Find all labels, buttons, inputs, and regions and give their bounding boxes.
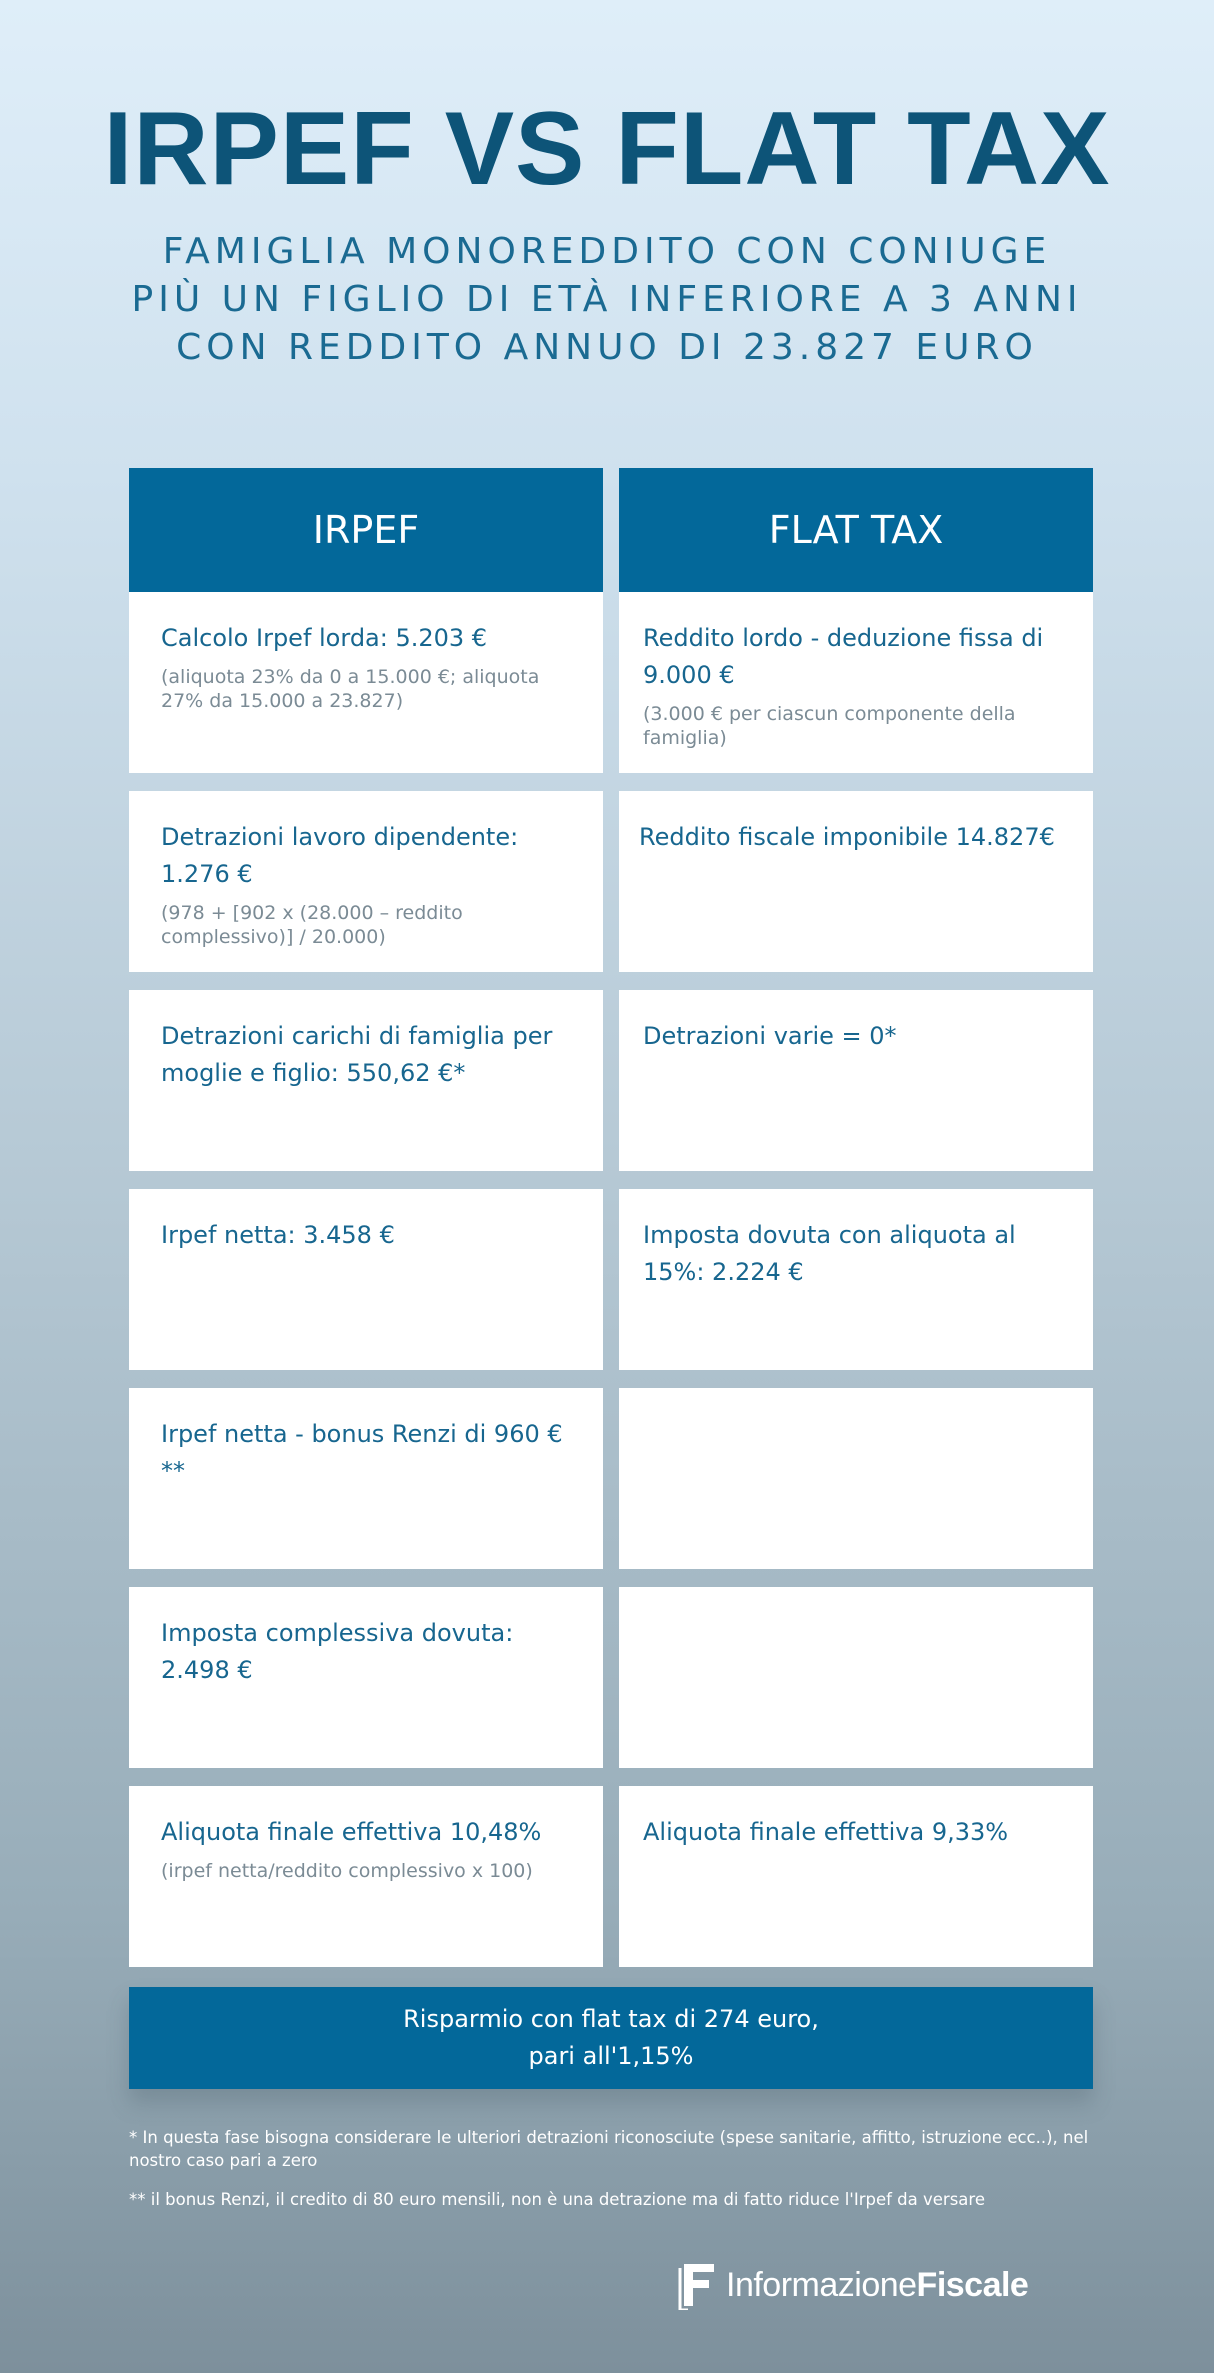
flat-cell-tax-due xyxy=(619,1189,1093,1370)
irpef-cell-employee-deductions xyxy=(129,791,603,972)
cell-main-text: Imposta complessiva dovuta: 2.498 € xyxy=(161,1619,514,1684)
savings-line: Risparmio con flat tax di 274 euro, xyxy=(403,2005,819,2033)
footnote: ** il bonus Renzi, il credito di 80 euro mensili, non è una detrazione ma di fatto riduce l'Irpef da versare xyxy=(129,2190,985,2209)
subtitle-line: PIÙ UN FIGLIO DI ETÀ INFERIORE A 3 ANNI xyxy=(131,279,1083,320)
cell-main-text: Detrazioni varie = 0* xyxy=(643,1022,897,1050)
irpef-cell-family-deductions xyxy=(129,990,603,1171)
cell-note-text: (aliquota 23% da 0 a 15.000 €; aliquota 27% da 15.000 a 23.827) xyxy=(161,666,540,712)
cell-main-text: Irpef netta - bonus Renzi di 960 € ** xyxy=(161,1420,563,1485)
brand-logo xyxy=(678,2258,1028,2312)
cell-main-text: Detrazioni lavoro dipendente: 1.276 € xyxy=(161,823,519,888)
cell-note-text: (3.000 € per ciascun componente della famiglia) xyxy=(643,703,1016,749)
flat-cell-effective-rate xyxy=(619,1786,1093,1967)
cell-main-text: Aliquota finale effettiva 10,48% xyxy=(161,1818,542,1846)
cell-main-text: Detrazioni carichi di famiglia per moglie e figlio: 550,62 €* xyxy=(161,1022,553,1087)
logo-f-icon xyxy=(678,2260,718,2310)
irpef-cell-gross-tax xyxy=(129,592,603,773)
page-title: IRPEF VS FLAT TAX xyxy=(103,91,1111,207)
irpef-column-header: IRPEF xyxy=(129,468,603,592)
subtitle xyxy=(0,228,1214,372)
logo-text-light: Informazione xyxy=(726,2265,917,2304)
cell-note-text: (irpef netta/reddito complessivo x 100) xyxy=(161,1860,533,1882)
cell-note-text: (978 + [902 x (28.000 – reddito complessivo)] / 20.000) xyxy=(161,902,463,948)
cell-main-text: Reddito fiscale imponibile 14.827€ xyxy=(639,823,1055,851)
flat-cell-empty xyxy=(619,1587,1093,1768)
logo-wordmark xyxy=(726,2266,1028,2305)
irpef-cell-net-tax xyxy=(129,1189,603,1370)
cell-main-text: Irpef netta: 3.458 € xyxy=(161,1221,395,1249)
cell-main-text: Imposta dovuta con aliquota al 15%: 2.224 € xyxy=(643,1221,1016,1286)
irpef-cell-total-tax xyxy=(129,1587,603,1768)
logo-text-bold: Fiscale xyxy=(916,2265,1029,2304)
footnotes xyxy=(129,2126,1093,2227)
subtitle-line: FAMIGLIA MONOREDDITO CON CONIUGE xyxy=(162,231,1052,272)
flat-cell-taxable-income xyxy=(619,791,1093,972)
subtitle-line: CON REDDITO ANNUO DI 23.827 EURO xyxy=(176,327,1038,368)
flat-cell-various-deductions xyxy=(619,990,1093,1171)
flat-cell-empty xyxy=(619,1388,1093,1569)
irpef-cell-bonus-renzi xyxy=(129,1388,603,1569)
irpef-cell-effective-rate xyxy=(129,1786,603,1967)
cell-main-text: Reddito lordo - deduzione fissa di 9.000 € xyxy=(643,624,1044,689)
flat-cell-gross-income xyxy=(619,592,1093,773)
savings-banner xyxy=(129,1987,1093,2089)
cell-main-text: Calcolo Irpef lorda: 5.203 € xyxy=(161,624,488,652)
footnote: * In questa fase bisogna considerare le ulteriori detrazioni riconosciute (spese sanitarie, affitto, istruzione ecc..), nel nostro caso pari a zero xyxy=(129,2128,1089,2170)
flat-tax-column-header: FLAT TAX xyxy=(619,468,1093,592)
savings-line: pari all'1,15% xyxy=(528,2042,694,2070)
cell-main-text: Aliquota finale effettiva 9,33% xyxy=(643,1818,1009,1846)
